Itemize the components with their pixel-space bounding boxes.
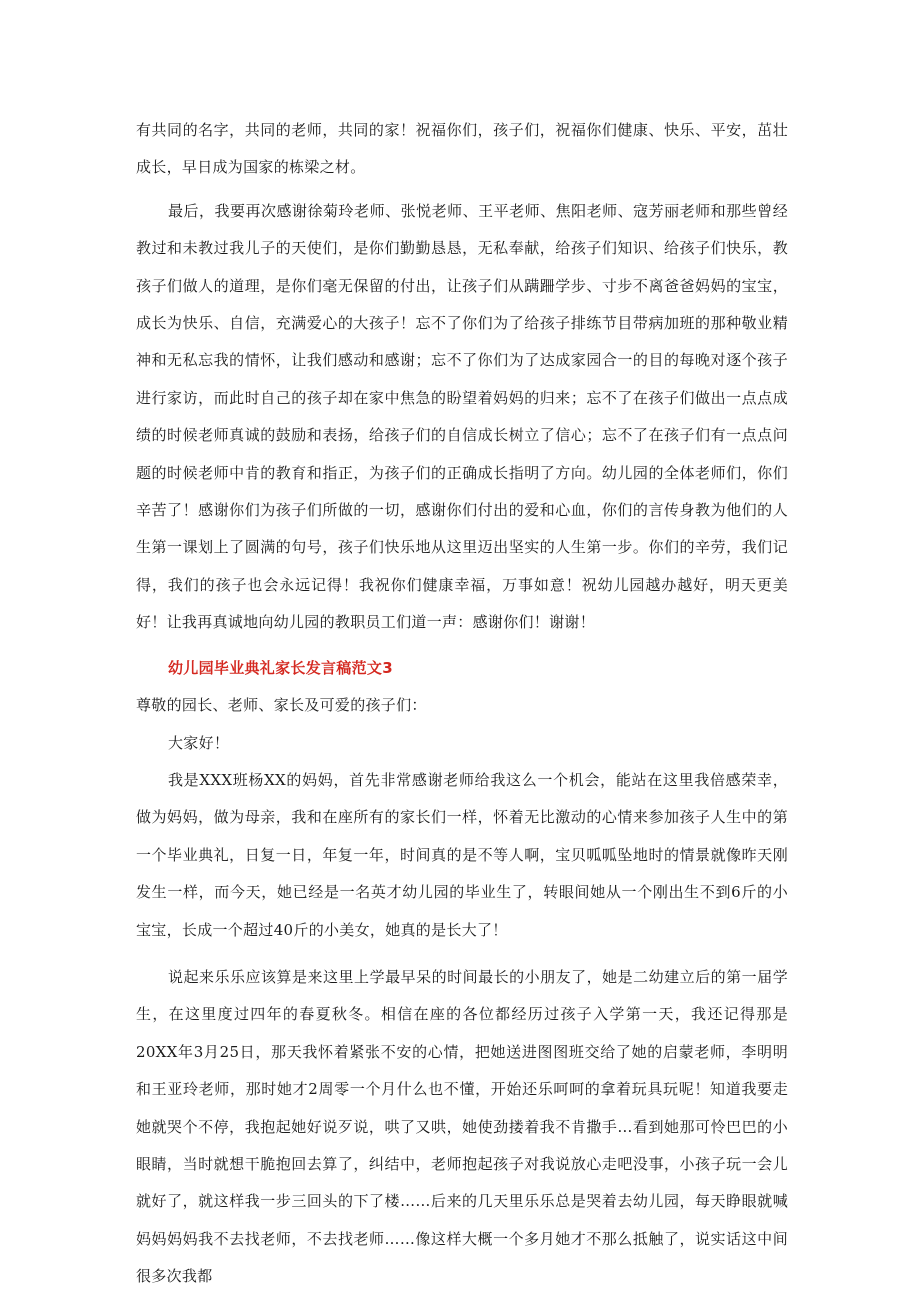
paragraph-intro: 我是XXX班杨XX的妈妈，首先非常感谢老师给我这么一个机会，能站在这里我倍感荣幸，做为妈妈，做为母亲，我和在座所有的家长们一样，怀着无比激动的心情来参加孩子人生中的第一个毕业典礼，日复一日，年复一年，时间真的是不等人啊，宝贝呱呱坠地时的情景就像昨天刚发生一样，而今天，她已经是一名英才幼儿园的毕业生了，转眼间她从一个刚出生不到6斤的小宝宝，长成一个超过40斤的小美女，她真的是长大了！ xyxy=(136,770,788,939)
section-heading: 幼儿园毕业典礼家长发言稿范文3 xyxy=(168,658,393,677)
paragraph-continued: 有共同的名字，共同的老师，共同的家！祝福你们，孩子们，祝福你们健康、快乐、平安，茁壮成长，早日成为国家的栋梁之材。 xyxy=(136,121,788,177)
salutation: 尊敬的园长、老师、家长及可爱的孩子们： xyxy=(136,696,427,715)
document-page xyxy=(136,112,788,1296)
paragraph-thanks: 最后，我要再次感谢徐菊玲老师、张悦老师、王平老师、焦阳老师、寇芳丽老师和那些曾经教过和未教过我儿子的天使们，是你们勤勤恳恳，无私奉献，给孩子们知识、给孩子们快乐，教孩子们做人的道理，是你们毫无保留的付出，让孩子们从蹒跚学步、寸步不离爸爸妈妈的宝宝，成长为快乐、自信，充满爱心的大孩子！忘不了你们为了给孩子排练节目带病加班的那种敬业精神和无私忘我的情怀，让我们感动和感谢；忘不了你们为了达成家园合一的目的每晚对逐个孩子进行家访，而此时自己的孩子却在家中焦急的盼望着妈妈的归来；忘不了在孩子们做出一点点成绩的时候老师真诚的鼓励和表扬，给孩子们的自信成长树立了信心；忘不了在孩子们有一点点问题的时候老师中肯的教育和指正，为孩子们的正确成长指明了方向。幼儿园的全体老师们，你们辛苦了！感谢你们为孩子们所做的一切，感谢你们付出的爱和心血，你们的言传身教为他们的人生第一课划上了圆满的句号，孩子们快乐地从这里迈出坚实的人生第一步。你们的辛劳，我们记得，我们的孩子也会永远记得！我祝你们健康幸福，万事如意！祝幼儿园越办越好，明天更美好！让我再真诚地向幼儿园的教职员工们道一声：感谢你们！谢谢！ xyxy=(136,201,788,632)
paragraph-story: 说起来乐乐应该算是来这里上学最早呆的时间最长的小朋友了，她是二幼建立后的第一届学生，在这里度过四年的春夏秋冬。相信在座的各位都经历过孩子入学第一天，我还记得那是20XX年3月25日，那天我怀着紧张不安的心情，把她送进图图班交给了她的启蒙老师，李明明和王亚玲老师，那时她才2周零一个月什么也不懂，开始还乐呵呵的拿着玩具玩呢！知道我要走她就哭个不停，我抱起她好说歹说，哄了又哄，她使劲搂着我不肯撒手…看到她那可怜巴巴的小眼睛，当时就想干脆抱回去算了，纠结中，老师抱起孩子对我说放心走吧没事，小孩子玩一会儿就好了，就这样我一步三回头的下了楼……后来的几天里乐乐总是哭着去幼儿园，每天睁眼就喊妈妈妈妈我不去找老师，不去找老师……像这样大概一个多月她才不那么抵触了，说实话这中间很多次我都 xyxy=(136,967,788,1286)
greeting: 大家好！ xyxy=(168,733,230,752)
